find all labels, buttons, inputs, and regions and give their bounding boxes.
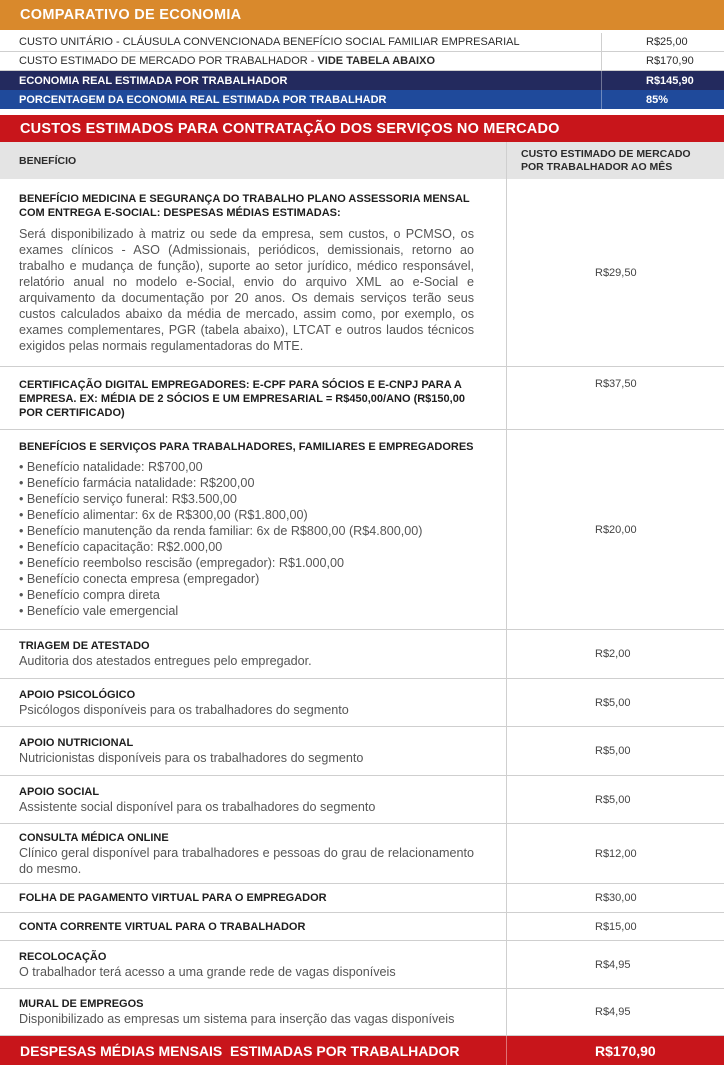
row-value: R$4,95 (595, 1006, 631, 1018)
header-custo-line2: POR TRABALHADOR AO MÊS (521, 160, 673, 173)
row-value: R$30,00 (595, 892, 637, 904)
row-desc: Psicólogos disponíveis para os trabalhadores do segmento (19, 702, 349, 717)
table-row (0, 824, 724, 884)
row-value: R$12,00 (595, 847, 637, 860)
comparativo-row-porcentagem (0, 90, 724, 109)
row-desc: O trabalhador terá acesso a uma grande rede de vagas disponíveis (19, 964, 396, 979)
bullet-item: • Benefício natalidade: R$700,00 (19, 460, 203, 474)
row-title: BENEFÍCIOS E SERVIÇOS PARA TRABALHADORES, FAMILIARES E EMPREGADORES (19, 441, 474, 453)
header-beneficio: BENEFÍCIO (0, 142, 507, 179)
row-benefit (0, 824, 507, 883)
bullet-item: • Benefício farmácia natalidade: R$200,00 (19, 476, 255, 490)
row-desc: Clínico geral disponível para trabalhadores e pessoas do grau de relacionamento do mesmo. (19, 845, 474, 876)
row-benefit (0, 367, 507, 429)
table-row (0, 679, 724, 727)
table-row (0, 367, 724, 430)
footer-label: DESPESAS MÉDIAS MENSAIS ESTIMADAS POR TRABALHADOR (0, 1036, 507, 1065)
comparativo-row (0, 52, 724, 71)
bullet-item: • Benefício vale emergencial (19, 604, 179, 618)
table-row (0, 179, 724, 367)
row-benefit (0, 989, 507, 1035)
row-desc: Disponibilizado as empresas um sistema para inserção das vagas disponíveis (19, 1012, 455, 1026)
row-value: R$20,00 (595, 523, 637, 536)
row-benefit (0, 727, 507, 775)
header-custo-line1: CUSTO ESTIMADO DE MERCADO (521, 147, 691, 160)
bullet-item: • Benefício capacitação: R$2.000,00 (19, 540, 223, 554)
table-row (0, 727, 724, 776)
comparativo-row-economia (0, 71, 724, 90)
row-value: R$5,00 (595, 745, 631, 757)
row-benefit (0, 776, 507, 823)
comparativo-label: CUSTO UNITÁRIO - CLÁUSULA CONVENCIONADA BENEFÍCIO SOCIAL FAMILIAR EMPRESARIAL (0, 33, 602, 51)
row-title: RECOLOCAÇÃO (19, 950, 107, 963)
table-row (0, 941, 724, 989)
row-title: MURAL DE EMPREGOS (19, 998, 144, 1010)
comparativo-value: R$145,90 (646, 74, 694, 87)
comparativo-label: ECONOMIA REAL ESTIMADA POR TRABALHADOR (0, 71, 602, 90)
row-value: R$4,95 (595, 958, 631, 971)
bullet-item: • Benefício alimentar: 6x de R$300,00 (R$1.800,00) (19, 508, 308, 522)
table-row (0, 913, 724, 941)
comparativo-label-bold: VIDE TABELA ABAIXO (317, 55, 436, 67)
row-benefit (0, 630, 507, 678)
row-desc: Será disponibilizado à matriz ou sede da empresa, sem custos, o PCMSO, os exames clínicos - ASO (Admissionais, periódicos, demissionais, retorno ao trabalho e mudança de função), suporte ao setor jurídico, médico responsável, relatório anual no modelo e-Social, envio do arquivo XML ao e-Social e arquivamento da documentação por 20 anos. Os demais serviços terão seus custos calculados abaixo da média de mercado, assim como, por exemplo, os exames complementares, PGR (tabela abaixo), LTCAT e outros laudos técnicos exigidos pelas normais regulamentadoras do MTE. (19, 226, 474, 353)
table-row (0, 430, 724, 630)
bullet-item: • Benefício serviço funeral: R$3.500,00 (19, 492, 237, 506)
row-title: APOIO SOCIAL (19, 785, 100, 798)
comparativo-value: 85% (646, 93, 669, 106)
row-title: APOIO PSICOLÓGICO (19, 688, 136, 701)
row-benefit (0, 679, 507, 726)
row-benefit (0, 884, 507, 912)
table-row (0, 776, 724, 824)
row-value: R$15,00 (595, 920, 637, 933)
table-row (0, 630, 724, 679)
row-value: R$2,00 (595, 648, 631, 660)
row-desc: Auditoria dos atestados entregues pelo empregador. (19, 654, 312, 668)
row-desc: Nutricionistas disponíveis para os trabalhadores do segmento (19, 751, 364, 765)
row-title: TRIAGEM DE ATESTADO (19, 640, 150, 652)
comparativo-label: PORCENTAGEM DA ECONOMIA REAL ESTIMADA POR TRABALHADR (0, 90, 602, 109)
row-title: CERTIFICAÇÃO DIGITAL EMPREGADORES: E-CPF PARA SÓCIOS E E-CNPJ PARA A EMPRESA. EX: MÉDIA DE 2 SÓCIOS E UM EMPRESARIAL = R$450,00/ANO (R$150,00 POR CERTIFICADO) (19, 379, 465, 419)
table-header (0, 142, 724, 179)
comparativo-label (0, 52, 602, 70)
bullet-item: • Benefício reembolso rescisão (empregador): R$1.000,00 (19, 556, 345, 570)
row-value: R$29,50 (595, 266, 637, 279)
row-benefit (0, 913, 507, 940)
comparativo-label-text: CUSTO ESTIMADO DE MERCADO POR TRABALHADOR - (19, 55, 318, 67)
bullet-item: • Benefício manutenção da renda familiar: 6x de R$800,00 (R$4.800,00) (19, 524, 423, 538)
row-value: R$5,00 (595, 696, 631, 709)
row-title: CONSULTA MÉDICA ONLINE (19, 831, 169, 844)
row-desc: Assistente social disponível para os trabalhadores do segmento (19, 799, 376, 814)
table-row (0, 989, 724, 1036)
custos-title: CUSTOS ESTIMADOS PARA CONTRATAÇÃO DOS SERVIÇOS NO MERCADO (0, 115, 724, 142)
row-benefit (0, 941, 507, 988)
comparativo-value: R$170,90 (646, 55, 694, 67)
row-value: R$5,00 (595, 793, 631, 806)
comparativo-row (0, 33, 724, 52)
row-title: FOLHA DE PAGAMENTO VIRTUAL PARA O EMPREGADOR (19, 892, 327, 904)
bullet-item: • Benefício conecta empresa (empregador) (19, 572, 260, 586)
header-custo (507, 142, 724, 179)
row-benefit (0, 179, 507, 366)
footer-total (0, 1036, 724, 1065)
table-row (0, 884, 724, 913)
comparativo-section (0, 0, 724, 109)
footer-value: R$170,90 (595, 1042, 656, 1059)
bullet-item: • Benefício compra direta (19, 588, 160, 602)
comparativo-title: COMPARATIVO DE ECONOMIA (0, 0, 724, 30)
row-title: BENEFÍCIO MEDICINA E SEGURANÇA DO TRABALHO PLANO ASSESSORIA MENSAL COM ENTREGA E-SOCIAL: DESPESAS MÉDIAS ESTIMADAS: (19, 192, 470, 219)
row-title: CONTA CORRENTE VIRTUAL PARA O TRABALHADOR (19, 920, 306, 933)
row-value: R$37,50 (595, 378, 637, 390)
row-title: APOIO NUTRICIONAL (19, 737, 134, 749)
row-benefit (0, 430, 507, 629)
comparativo-value: R$25,00 (646, 36, 688, 48)
